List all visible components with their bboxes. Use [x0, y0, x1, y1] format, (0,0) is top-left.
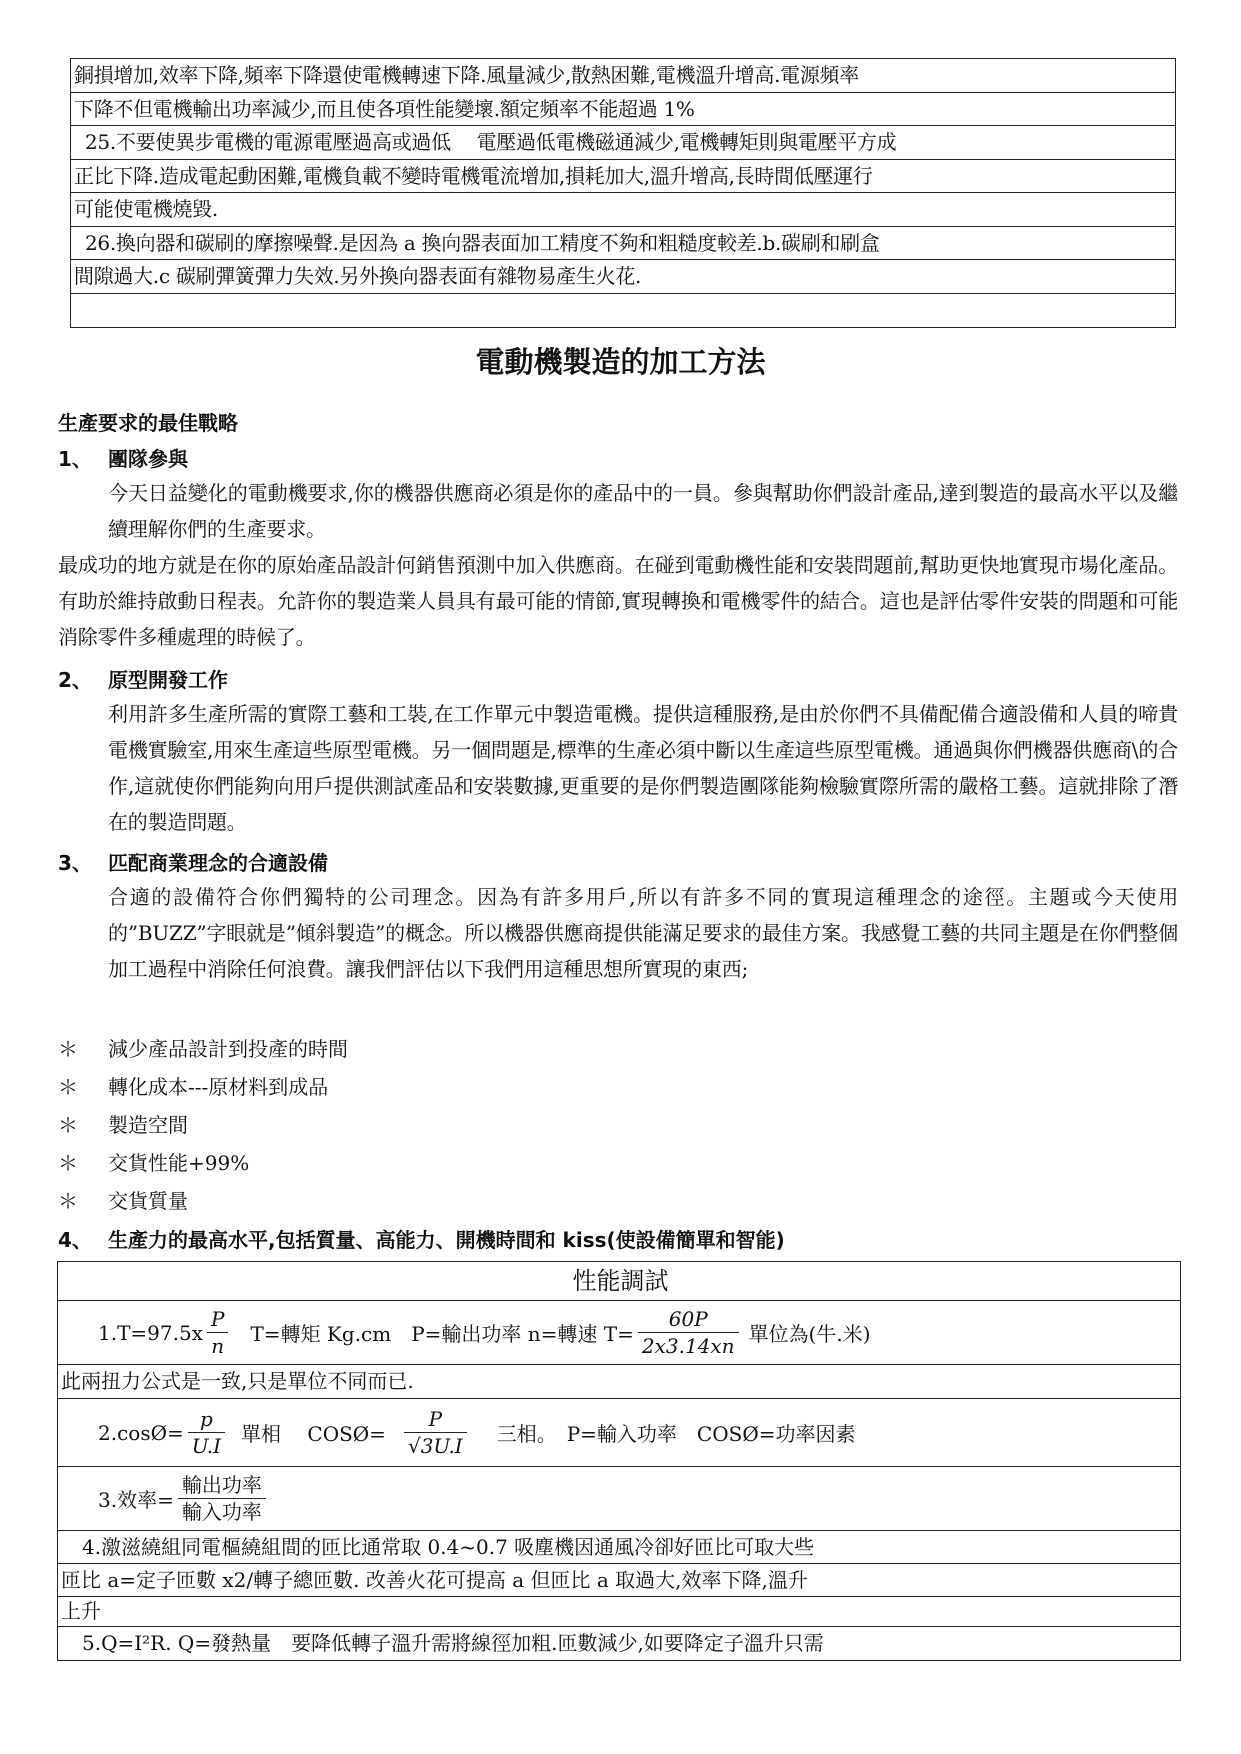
- table-row: [71, 294, 1175, 328]
- formula-text: 單相 COSØ=: [241, 1422, 386, 1446]
- table-row: 間隙過大.c 碳刷彈簧彈力失效.另外換向器表面有雜物易產生火花.: [71, 260, 1175, 294]
- strategy-heading: 生產要求的最佳戰略: [58, 411, 238, 435]
- formula-text: 三相。 P=輸入功率 COSØ=功率因素: [496, 1422, 856, 1446]
- list-item: [58, 1030, 348, 1068]
- asterisk-icon: ＊: [58, 1189, 78, 1213]
- fraction: $\frac{P}{n}$: [207, 1306, 228, 1359]
- formula-row-power-factor: [58, 1399, 1180, 1467]
- table-row: 匝比 a=定子匝數 x2/轉子總匝數. 改善火花可提高 a 但匝比 a 取過大,效率下降,溫升: [58, 1564, 1180, 1597]
- top-text-table: [70, 58, 1176, 328]
- table-row: 上升: [58, 1597, 1180, 1627]
- fraction: $\frac{p}{U.I}$: [188, 1406, 225, 1459]
- asterisk-icon: ＊: [58, 1037, 78, 1061]
- formula-row-torque: [58, 1301, 1180, 1365]
- table-row: 25.不要使異步電機的電源電壓過高或過低 電壓過低電機磁通減少,電機轉矩則與電壓平方成: [71, 126, 1175, 160]
- paragraph-1a: [58, 475, 1178, 547]
- table-row: 銅損增加,效率下降,頻率下降還使電機轉速下降.風量減少,散熱困難,電機溫升增高.電源頻率: [71, 59, 1175, 93]
- paragraph-text: 利用許多生產所需的實際工藝和工裝,在工作單元中製造電機。提供這種服務,是由於你們不具備配備合適設備和人員的啼貴電機實驗室,用來生產這些原型電機。另一個問題是,標準的生產必須中斷以生產這些原型電機。通過與你們機器供應商\的合作,這就使你們能夠向用戶提供測試產品和安裝數據,更重要的是你們製造團隊能夠檢驗實際所需的嚴格工藝。這就排除了潛在的製造問題。: [108, 702, 1178, 834]
- section-number: 4、: [58, 1228, 92, 1252]
- asterisk-icon: ＊: [58, 1113, 78, 1137]
- section-heading-4: [58, 1224, 785, 1253]
- list-item-text: 交貨性能+99%: [108, 1151, 250, 1175]
- paragraph-text: 今天日益變化的電動機要求,你的機器供應商必須是你的產品中的一員。參與幫助你們設計產品,達到製造的最高水平以及繼續理解你們的生產要求。: [108, 481, 1178, 541]
- formula-row-efficiency: [58, 1467, 1180, 1531]
- table-row: 4.激滋繞組同電樞繞組間的匝比通常取 0.4~0.7 吸塵機因通風冷卻好匝比可取大些: [58, 1531, 1180, 1564]
- table-row: 正比下降.造成電起動困難,電機負載不變時電機電流增加,損耗加大,溫升增高,長時間低壓運行: [71, 160, 1175, 194]
- section-title: 匹配商業理念的合適設備: [108, 851, 328, 875]
- formula-text: 單位為(牛.米): [748, 1322, 871, 1346]
- list-item-text: 減少產品設計到投產的時間: [108, 1037, 348, 1061]
- paragraph-1b: [58, 547, 1178, 655]
- page-title: 電動機製造的加工方法: [475, 345, 766, 379]
- formula-text: 3.效率=: [98, 1488, 174, 1512]
- table-row: 下降不但電機輸出功率減少,而且使各項性能變壞.額定頻率不能超過 1%: [71, 93, 1175, 127]
- section-heading-3: [58, 847, 328, 876]
- section-heading-1: [58, 443, 188, 472]
- table-row: 此兩扭力公式是一致,只是單位不同而已.: [58, 1365, 1180, 1399]
- list-item-text: 製造空間: [108, 1113, 188, 1137]
- bullet-list: [58, 1030, 348, 1220]
- table-row: 可能使電機燒毀.: [71, 193, 1175, 227]
- section-number: 3、: [58, 851, 92, 875]
- asterisk-icon: ＊: [58, 1151, 78, 1175]
- formula-text: 2.cosØ=: [98, 1420, 184, 1445]
- section-title: 生產力的最高水平,包括質量、高能力、開機時間和 kiss(使設備簡單和智能): [108, 1228, 785, 1252]
- section-title: 團隊參與: [108, 447, 188, 471]
- paragraph-3: [58, 879, 1178, 987]
- list-item-text: 交貨質量: [108, 1189, 188, 1213]
- formula-text: T=轉矩 Kg.cm P=輸出功率 n=轉速 T=: [250, 1322, 634, 1346]
- fraction: $\frac{60P}{2x3.14xn}$: [638, 1306, 739, 1359]
- fraction: $\frac{\text{輸出功率}}{\text{輸入功率}}$: [178, 1472, 266, 1525]
- paragraph-text: 最成功的地方就是在你的原始產品設計何銷售預測中加入供應商。在碰到電動機性能和安裝問題前,幫助更快地實現市場化產品。有助於維持啟動日程表。允許你的製造業人員具有最可能的情節,實現轉換和電機零件的結合。這也是評估零件安裝的問題和可能消除零件多種處理的時候了。: [58, 553, 1178, 649]
- list-item: [58, 1144, 348, 1182]
- list-item: [58, 1182, 348, 1220]
- asterisk-icon: ＊: [58, 1075, 78, 1099]
- list-item-text: 轉化成本---原材料到成品: [108, 1075, 329, 1099]
- paragraph-2: [58, 696, 1178, 840]
- section-number: 2、: [58, 668, 92, 692]
- section-heading-2: [58, 664, 228, 693]
- table-header: 性能調試: [58, 1262, 1180, 1301]
- fraction: $\frac{P}{√3U.I}$: [404, 1406, 467, 1459]
- list-item: [58, 1068, 348, 1106]
- formula-text: 1.T=97.5x: [98, 1320, 203, 1345]
- section-title: 原型開發工作: [108, 668, 228, 692]
- section-number: 1、: [58, 447, 92, 471]
- table-row: 26.換向器和碳刷的摩擦噪聲.是因為 a 換向器表面加工精度不夠和粗糙度較差.b.碳刷和刷盒: [71, 227, 1175, 261]
- table-row: 5.Q=I²R. Q=發熱量 要降低轉子溫升需將線徑加粗.匝數減少,如要降定子溫升只需: [82, 1631, 824, 1655]
- list-item: [58, 1106, 348, 1144]
- performance-table: [57, 1261, 1181, 1661]
- paragraph-text: 合適的設備符合你們獨特的公司理念。因為有許多用戶,所以有許多不同的實現這種理念的途徑。主題或今天使用的”BUZZ”字眼就是”傾斜製造”的概念。所以機器供應商提供能滿足要求的最佳方案。我感覺工藝的共同主題是在你們整個加工過程中消除任何浪費。讓我們評估以下我們用這種思想所實現的東西;: [108, 885, 1178, 981]
